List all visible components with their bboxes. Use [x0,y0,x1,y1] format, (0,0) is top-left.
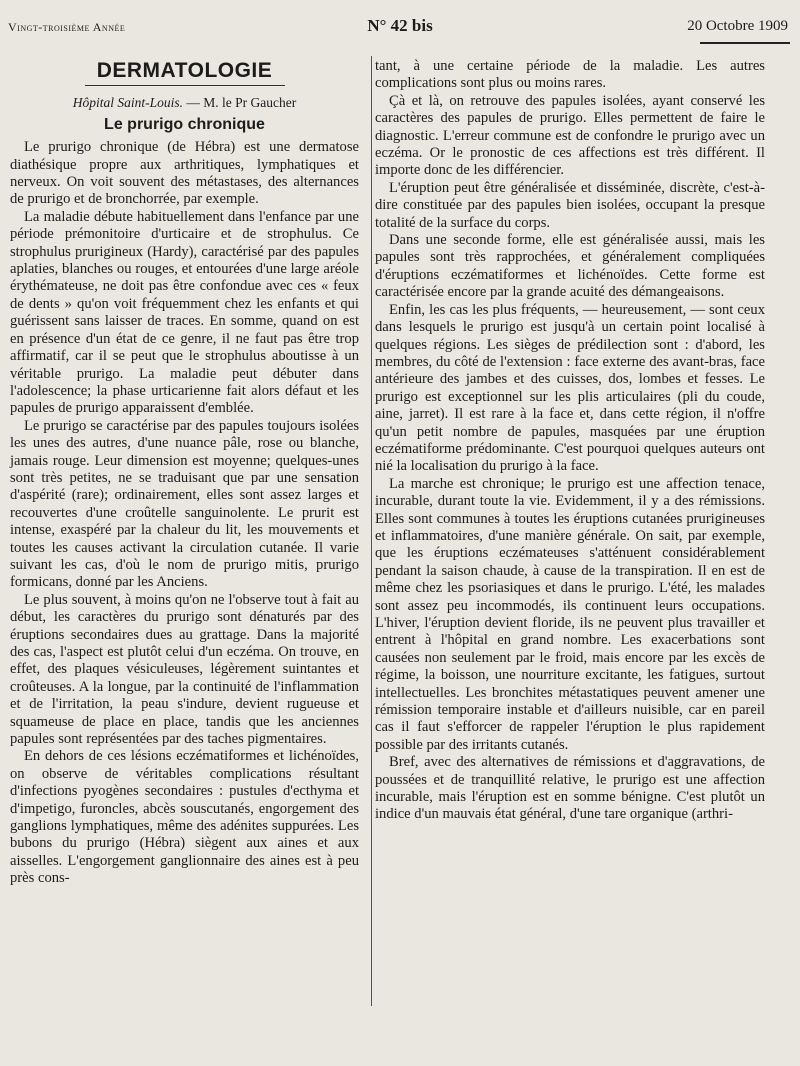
paragraph: En dehors de ces lésions eczématiformes et lichénoïdes, on observe de véritables complications résultant d'infections pyogènes secondaires : pustules d'ecthyma et d'impetigo, furoncles, abcès souscutanés, engorgement des ganglions lymphatiques, même des adénites suppurées. Les bubons du prurigo (Hébra) siègent aux aines et aux aisselles. L'engorgement ganglionnaire des aines est à peu près cons- [10,748,359,887]
paragraph: tant, à une certaine période de la maladie. Les autres complications sont plus ou moins rares. [375,58,765,92]
hospital-line [10,94,359,111]
paragraph: La maladie débute habituellement dans l'enfance par une période prémonitoire d'urticaire et de strophulus. Ce strophulus prurigineux (Hardy), caractérisé par des papules aplaties, blanches ou rouges, et entourées d'une large aréole érythémateuse, ne doit pas être confondue avec ces « feux de dents » qu'on voit fréquemment chez les enfants et qui guérissent sans laisser de traces. En somme, quand on est en présence d'un état de ce genre, il ne faut pas être trop affirmatif, car il se peut que le strophulus aboutisse à un véritable prurigo. La maladie peut débuter dans l'adolescence; la phase urticarienne fait alors défaut et les papules de prurigo apparaissent d'emblée. [10,208,359,417]
hospital-author: — M. le Pr Gaucher [183,95,297,111]
paragraph: Le prurigo chronique (de Hébra) est une dermatose diathésique propre aux arthritiques, lymphatiques et nerveux. On voit souvent des métastases, des alternances de prurigo et de bronchorrée, par exemple. [10,139,359,208]
paragraph: L'éruption peut être généralisée et disséminée, discrète, c'est-à-dire constituée par des papules bien isolées, occupant la presque totalité de la surface du corps. [375,179,765,231]
header-rule [700,42,790,44]
paragraph: Le prurigo se caractérise par des papules toujours isolées les unes des autres, d'une nuance pâle, rose ou blanche, jamais rouge. Leur dimension est moyenne; quelques-unes sont très petites, ne se traduisant que par une sensation d'aspérité (rare); ordinairement, elles sont assez larges et recouvertes d'une croûtelle sanguinolente. Le prurit est intense, exaspéré par la chaleur du lit, les mouvements et toutes les causes activant la circulation cutanée. Il varie suivant les cas, d'où le nom de prurigo mitis, prurigo formicans, donné par les Anciens. [10,417,359,591]
section-rule [85,85,285,86]
paragraph: La marche est chronique; le prurigo est une affection tenace, incurable, durant toute la vie. Evidemment, il y a des rémissions. Elles sont communes à toutes les éruptions cutanées prurigineuses et inflammatoires, d'une manière générale. On sait, par exemple, que les éruptions eczémateuses s'atténuent considérablement pendant la saison chaude, à cause de la transpiration. Il en est de même chez les psoriasiques et dans le prurigo. L'été, les malades sont assez peu incommodés, ils continuent leurs occupations. L'hiver, l'éruption devient floride, ils ne peuvent plus travailler et entrent à l'hôpital en grand nombre. Les exacerbations sont causées non seulement par le froid, mais encore par les excès de régime, la boisson, une nourriture excitante, les fatigues, surtout intellectuelles. Les bronchites métastatiques peuvent amener une rémission temporaire instable et d'ailleurs nuisible, car en pareil cas il faut s'efforcer de rappeler l'éruption le plus rapidement possible par des irritants cutanés. [375,475,765,753]
header-year: Vingt-troisième Année [8,20,126,34]
page-header [8,16,792,40]
right-column [375,58,765,824]
hospital-name: Hôpital Saint-Louis. [72,95,184,111]
header-issue-number: N° 42 bis [367,16,433,35]
paragraph: Dans une seconde forme, elle est généralisée aussi, mais les papules sont très rapprochées, et généralement compliquées d'éruptions eczématiformes et lichénoïdes. Cette forme est caractérisée encore par la grande acuité des démangeaisons. [375,232,765,301]
left-column [10,60,359,888]
paragraph: Le plus souvent, à moins qu'on ne l'observe tout à fait au début, les caractères du prurigo sont dénaturés par des éruptions secondaires dues au grattage. Dans la majorité des cas, l'aspect est plutôt celui d'un eczéma. On trouve, en effet, des plaques vésiculeuses, légèrement suintantes et croûteuses. A la longue, par la continuité de l'inflammation et de l'irritation, la peau s'indure, devient rugueuse et squameuse de place en place, tandis que les anciennes papules sont représentées par des taches pigmentaires. [10,591,359,748]
article-title: Le prurigo chronique [104,115,265,133]
column-divider [371,56,372,1006]
paragraph: Bref, avec des alternatives de rémissions et d'aggravations, de poussées et de tranquillité relative, le prurigo est une affection incurable, mais l'éruption est en somme bénigne. C'est plutôt un indice d'un mauvais état général, d'une tare organique (arthri- [375,754,765,823]
paragraph: Çà et là, on retrouve des papules isolées, ayant conservé les caractères des papules de prurigo. Elles permettent de faire le diagnostic. L'erreur commune est de confondre le prurigo avec un eczéma. Or le pronostic de ces affections est très différent. Il importe donc de les différencier. [375,92,765,179]
paragraph: Enfin, les cas les plus fréquents, — heureusement, — sont ceux dans lesquels le prurigo est jusqu'à un certain point localisé à quelques régions. Les sièges de prédilection sont : d'abord, les membres, du côté de l'extension : face externe des avant-bras, face antérieure des jambes et des cuisses, dos, lombes et fesses. Le prurigo est exceptionnel sur les plis articulaires (pli du coude, aine, jarret). Il est rare à la face et, dans cette région, il n'offre qu'un petit nombre de papules, masquées par une éruption eczématiforme prédominante. C'est pourquoi quelques auteurs ont nié la localisation du prurigo à la face. [375,301,765,475]
header-date: 20 Octobre 1909 [687,18,788,34]
section-title: DERMATOLOGIE [96,59,273,82]
